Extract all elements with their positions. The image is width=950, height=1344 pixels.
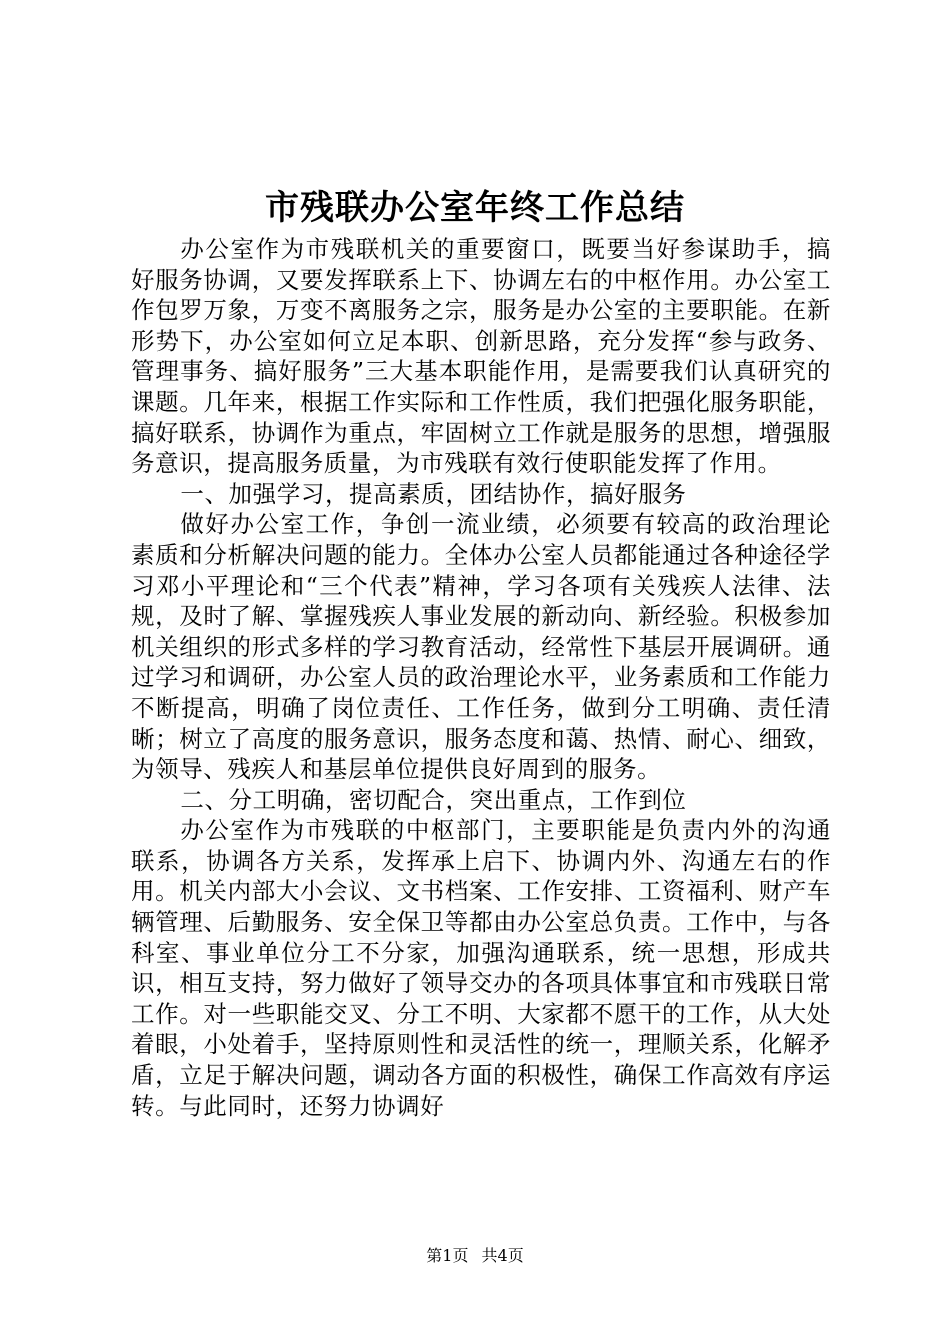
document-body [131,234,831,1121]
section-heading-1: 一、加强学习，提高素质，团结协作，搞好服务 [180,479,687,508]
page-total: 共4页 [481,1246,524,1265]
paragraph-section-2: 办公室作为市残联的中枢部门，主要职能是负责内外的沟通联系，协调各方关系，发挥承上启下、协调内外、沟通左右的作用。机关内部大小会议、文书档案、工作安排、工资福利、财产车辆管理、后勤服务、安全保卫等都由办公室总负责。工作中，与各科室、事业单位分工不分家，加强沟通联系，统一思想，形成共识，相互支持，努力做好了领导交办的各项具体事宜和市残联日常工作。对一些职能交叉、分工不明、大家都不愿干的工作，从大处着眼，小处着手，坚持原则性和灵活性的统一，理顺关系，化解矛盾，立足于解决问题，调动各方面的积极性，确保工作高效有序运转。与此同时，还努力协调好 [131,816,831,1120]
page-number: 第1页 [426,1246,469,1265]
page-footer [0,1244,950,1268]
paragraph-intro: 办公室作为市残联机关的重要窗口，既要当好参谋助手，搞好服务协调，又要发挥联系上下、协调左右的中枢作用。办公室工作包罗万象，万变不离服务之宗，服务是办公室的主要职能。在新形势下，办公室如何立足本职、创新思路，充分发挥“参与政务、管理事务、搞好服务”三大基本职能作用，是需要我们认真研究的课题。几年来，根据工作实际和工作性质，我们把强化服务职能，搞好联系，协调作为重点，牢固树立工作就是服务的思想，增强服务意识，提高服务质量，为市残联有效行使职能发挥了作用。 [131,235,831,478]
document-title: 市残联办公室年终工作总结 [265,188,685,228]
paragraph-section-1: 做好办公室工作，争创一流业绩，必须要有较高的政治理论素质和分析解决问题的能力。全体办公室人员都能通过各种途径学习邓小平理论和“三个代表”精神，学习各项有关残疾人法律、法规，及时了解、掌握残疾人事业发展的新动向、新经验。积极参加机关组织的形式多样的学习教育活动，经常性下基层开展调研。通过学习和调研，办公室人员的政治理论水平，业务素质和工作能力不断提高，明确了岗位责任、工作任务，做到分工明确、责任清晰；树立了高度的服务意识，服务态度和蔼、热情、耐心、细致，为领导、残疾人和基层单位提供良好周到的服务。 [131,510,831,784]
section-heading-2: 二、分工明确，密切配合，突出重点，工作到位 [180,785,687,814]
